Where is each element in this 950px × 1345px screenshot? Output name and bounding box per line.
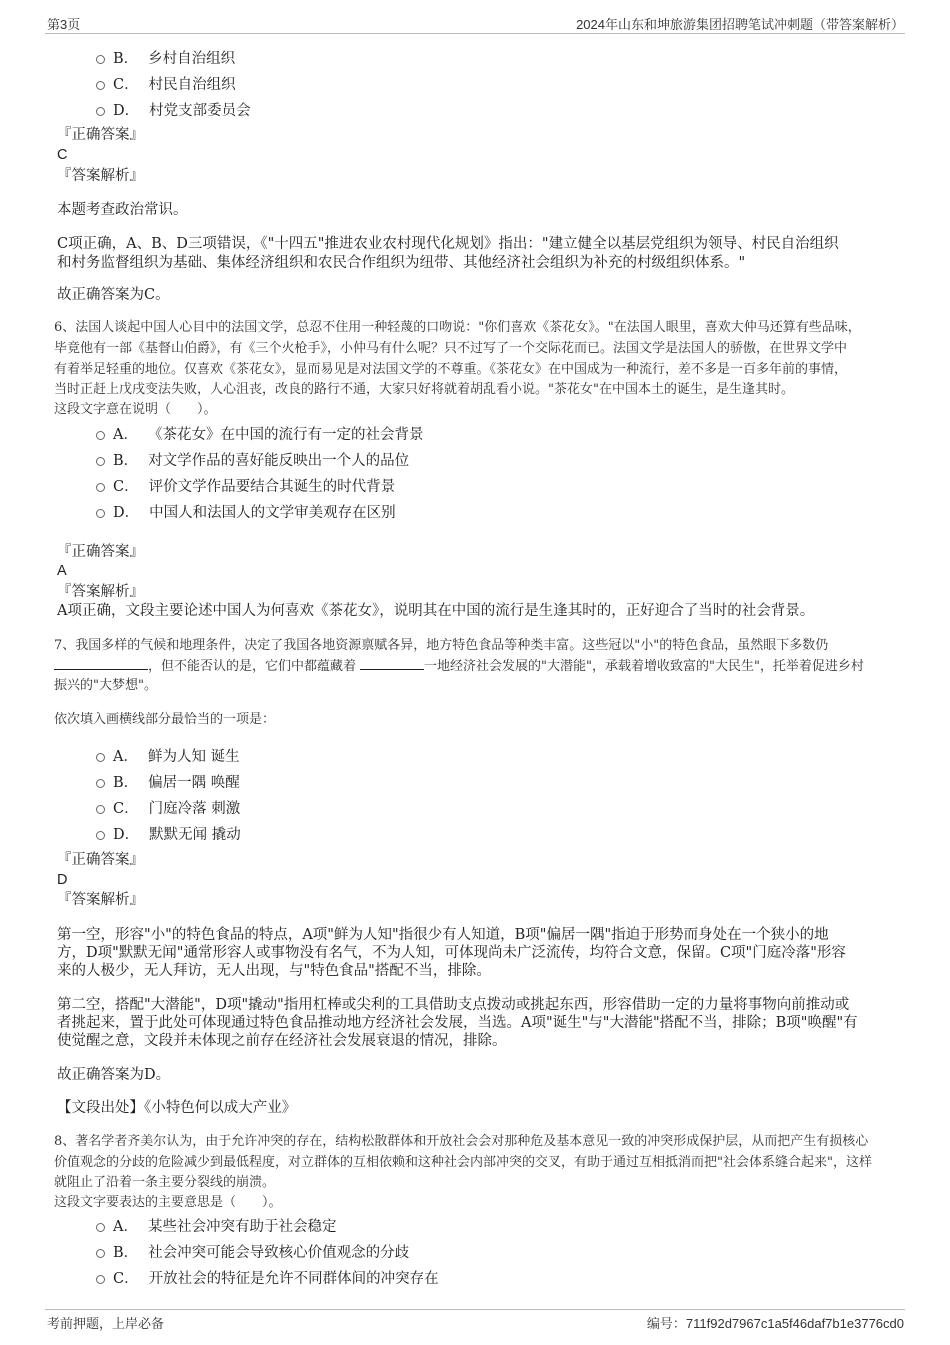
option-text: 某些社会冲突有助于社会稳定: [147, 1218, 337, 1235]
option-text: 评价文学作品要结合其诞生的时代背景: [148, 478, 396, 495]
footer-slogan: 考前押题，上岸必备: [47, 1317, 165, 1332]
fill-blank-1[interactable]: [54, 656, 148, 670]
option-text: 鲜为人知 诞生: [147, 748, 240, 765]
source-label: 【文段出处】: [57, 1100, 144, 1116]
q7-stem-line1: 7、我国多样的气候和地理条件，决定了我国各地资源禀赋各异，地方特色食品等种类丰富。这些冠以"小"的特色食品，虽然眼下多数仍: [54, 638, 829, 653]
option-key: C．: [113, 478, 139, 495]
q8-stem-line4: 这段文字要表达的主要意思是（ ）。: [54, 1195, 282, 1210]
q5-answer-label: 『正确答案』: [57, 127, 144, 143]
header-divider: [45, 33, 905, 34]
q8-option-b[interactable]: [96, 1240, 409, 1262]
q7-analysis-p2-line2: 者挑起来，置于此处可体现通过特色食品推动地方经济社会发展，当选。A项"诞生"与"大潜能"搭配不当，排除；B项"唤醒"有: [57, 1015, 858, 1031]
q6-option-a[interactable]: [96, 422, 423, 444]
option-key: C．: [113, 1270, 139, 1287]
option-key: B．: [113, 452, 139, 469]
q6-stem-line4: 当时正赶上戊戌变法失败，人心沮丧，改良的路行不通，大家只好将就着胡乱看小说。"茶花女"在中国本土的诞生，是生逢其时。: [54, 382, 794, 397]
option-text: 社会冲突可能会导致核心价值观念的分歧: [148, 1244, 410, 1261]
q7-stem-line2a: ，但不能否认的是，它们中都蕴藏着: [148, 659, 357, 674]
radio-icon[interactable]: [96, 457, 105, 466]
q5-analysis-label: 『答案解析』: [57, 168, 144, 184]
radio-icon[interactable]: [96, 1249, 105, 1258]
radio-icon[interactable]: [96, 509, 105, 518]
option-key: A．: [113, 1218, 138, 1235]
q6-stem-line1: 6、法国人谈起中国人心目中的法国文学，总忍不住用一种轻蔑的口吻说："你们喜欢《茶花女》。"在法国人眼里，喜欢大仲马还算有些品味，: [54, 320, 861, 335]
document-title: 2024年山东和坤旅游集团招聘笔试冲刺题（带答案解析）: [576, 17, 904, 32]
q6-analysis-label: 『答案解析』: [57, 584, 144, 600]
page-number: 第3页: [47, 17, 81, 32]
q6-option-c[interactable]: [96, 474, 395, 496]
option-key: D．: [113, 504, 140, 521]
q5-analysis-p2-line1: C项正确，A、B、D三项错误，《"十四五"推进农业农村现代化规划》指出："建立健全以基层党组织为领导、村民自治组织: [57, 236, 839, 252]
q8-stem-line1: 8、著名学者齐美尔认为，由于允许冲突的存在，结构松散群体和开放社会会对那种危及基本意见一致的冲突形成保护层，从而把产生有损核心: [54, 1134, 869, 1149]
radio-icon[interactable]: [96, 805, 105, 814]
q7-option-a[interactable]: [96, 744, 240, 766]
option-text: 默默无闻 撬动: [149, 826, 241, 843]
q8-option-c[interactable]: [96, 1266, 439, 1288]
radio-icon[interactable]: [96, 753, 105, 762]
option-text: 村党支部委员会: [149, 102, 251, 119]
option-text: 中国人和法国人的文学审美观存在区别: [149, 504, 396, 521]
q6-option-d[interactable]: [96, 500, 396, 522]
radio-icon[interactable]: [96, 1223, 105, 1232]
q6-stem-line3: 有着举足轻重的地位。仅喜欢《茶花女》，显而易见是对法国文学的不尊重。《茶花女》在中国成为一种流行，差不多是一百多年前的事情，: [54, 362, 848, 377]
option-text: 门庭冷落 刺激: [148, 800, 241, 817]
q6-stem-line5: 这段文字意在说明（ ）。: [54, 402, 217, 417]
option-key: B．: [113, 1244, 139, 1261]
q5-analysis-p2-line2: 和村务监督组织为基础、集体经济组织和农民合作组织为纽带、其他经济社会组织为补充的村级组织体系。": [57, 255, 746, 271]
q7-option-c[interactable]: [96, 796, 240, 818]
code-value: 711f92d7967c1a5f46daf7b1e3776cd0: [685, 1316, 904, 1331]
radio-icon[interactable]: [96, 55, 105, 64]
radio-icon[interactable]: [96, 107, 105, 116]
q7-stem-line2b: 一地经济社会发展的"大潜能"，承载着增收致富的"大民生"，托举着促进乡村: [424, 659, 864, 674]
option-text: 偏居一隅 唤醒: [148, 774, 240, 791]
option-key: B．: [113, 50, 139, 67]
q7-analysis-p3: 故正确答案为D。: [57, 1067, 171, 1083]
q5-option-d[interactable]: [96, 98, 251, 120]
q6-answer-label: 『正确答案』: [57, 544, 144, 560]
option-key: A．: [113, 748, 138, 765]
q6-stem-line2: 毕竟他有一部《基督山伯爵》，有《三个火枪手》，小仲马有什么呢？只不过写了一个交际花而已。法国文学是法国人的骄傲，在世界文学中: [54, 341, 848, 356]
q5-analysis-p3: 故正确答案为C。: [57, 287, 170, 303]
q7-source: [57, 1099, 296, 1118]
q7-analysis-p1-line3: 来的人极少，无人拜访，无人出现，与"特色食品"搭配不当，排除。: [57, 963, 491, 979]
source-title: 《小特色何以成大产业》: [144, 1100, 297, 1116]
q7-prompt: 依次填入画横线部分最恰当的一项是：: [54, 712, 276, 727]
footer-code: [647, 1313, 904, 1332]
radio-icon[interactable]: [96, 779, 105, 788]
q8-stem-line2: 价值观念的分歧的危险减少到最低程度，对立群体的互相依赖和这种社会内部冲突的交叉，有助于通过互相抵消而把"社会体系缝合起来"，这样: [54, 1155, 872, 1170]
q7-stem-line2: [54, 656, 864, 677]
q7-analysis-p1-line1: 第一空，形容"小"的特色食品的特点，A项"鲜为人知"指很少有人知道，B项"偏居一隅"指迫于形势而身处在一个狭小的地: [57, 927, 829, 943]
q7-option-d[interactable]: [96, 822, 241, 844]
q5-analysis-p1: 本题考查政治常识。: [57, 202, 188, 218]
q7-answer-label: 『正确答案』: [57, 852, 144, 868]
q6-answer: A: [57, 563, 67, 579]
option-text: 开放社会的特征是允许不同群体间的冲突存在: [148, 1270, 439, 1287]
option-text: 《茶花女》在中国的流行有一定的社会背景: [147, 426, 424, 443]
footer-divider: [45, 1309, 905, 1310]
q5-option-b[interactable]: [96, 46, 235, 68]
q8-option-a[interactable]: [96, 1214, 336, 1236]
option-key: C．: [113, 76, 139, 93]
radio-icon[interactable]: [96, 483, 105, 492]
option-key: C．: [113, 800, 139, 817]
q7-analysis-label: 『答案解析』: [57, 892, 144, 908]
option-text: 乡村自治组织: [148, 50, 236, 67]
radio-icon[interactable]: [96, 431, 105, 440]
option-key: A．: [113, 426, 138, 443]
option-text: 对文学作品的喜好能反映出一个人的品位: [148, 452, 410, 469]
q7-stem-line3: 振兴的"大梦想"。: [54, 678, 157, 693]
option-key: D．: [113, 102, 140, 119]
code-label: 编号：: [646, 1316, 686, 1331]
q7-analysis-p2-line3: 使觉醒之意，文段并未体现之前存在经济社会发展衰退的情况，排除。: [57, 1033, 507, 1049]
q6-analysis: A项正确，文段主要论述中国人为何喜欢《茶花女》，说明其在中国的流行是生逢其时的，正好迎合了当时的社会背景。: [57, 603, 815, 619]
q6-option-b[interactable]: [96, 448, 409, 470]
q7-analysis-p2-line1: 第二空，搭配"大潜能"，D项"撬动"指用杠棒或尖利的工具借助支点拨动或挑起东西，形容借助一定的力量将事物向前推动或: [57, 997, 850, 1013]
q5-option-c[interactable]: [96, 72, 236, 94]
fill-blank-2[interactable]: [360, 656, 424, 670]
option-text: 村民自治组织: [148, 76, 236, 93]
q8-stem-line3: 就阻止了沿着一条主要分裂线的崩溃。: [54, 1175, 276, 1190]
radio-icon[interactable]: [96, 1275, 105, 1284]
q7-option-b[interactable]: [96, 770, 240, 792]
radio-icon[interactable]: [96, 81, 105, 90]
option-key: B．: [113, 774, 139, 791]
q5-answer: C: [57, 147, 68, 163]
q7-analysis-p1-line2: 方，D项"默默无闻"通常形容人或事物没有名气，不为人知，可体现尚未广泛流传，均符合文意，保留。C项"门庭冷落"形容: [57, 945, 846, 961]
radio-icon[interactable]: [96, 831, 105, 840]
option-key: D．: [113, 826, 140, 843]
q7-answer: D: [57, 872, 68, 888]
